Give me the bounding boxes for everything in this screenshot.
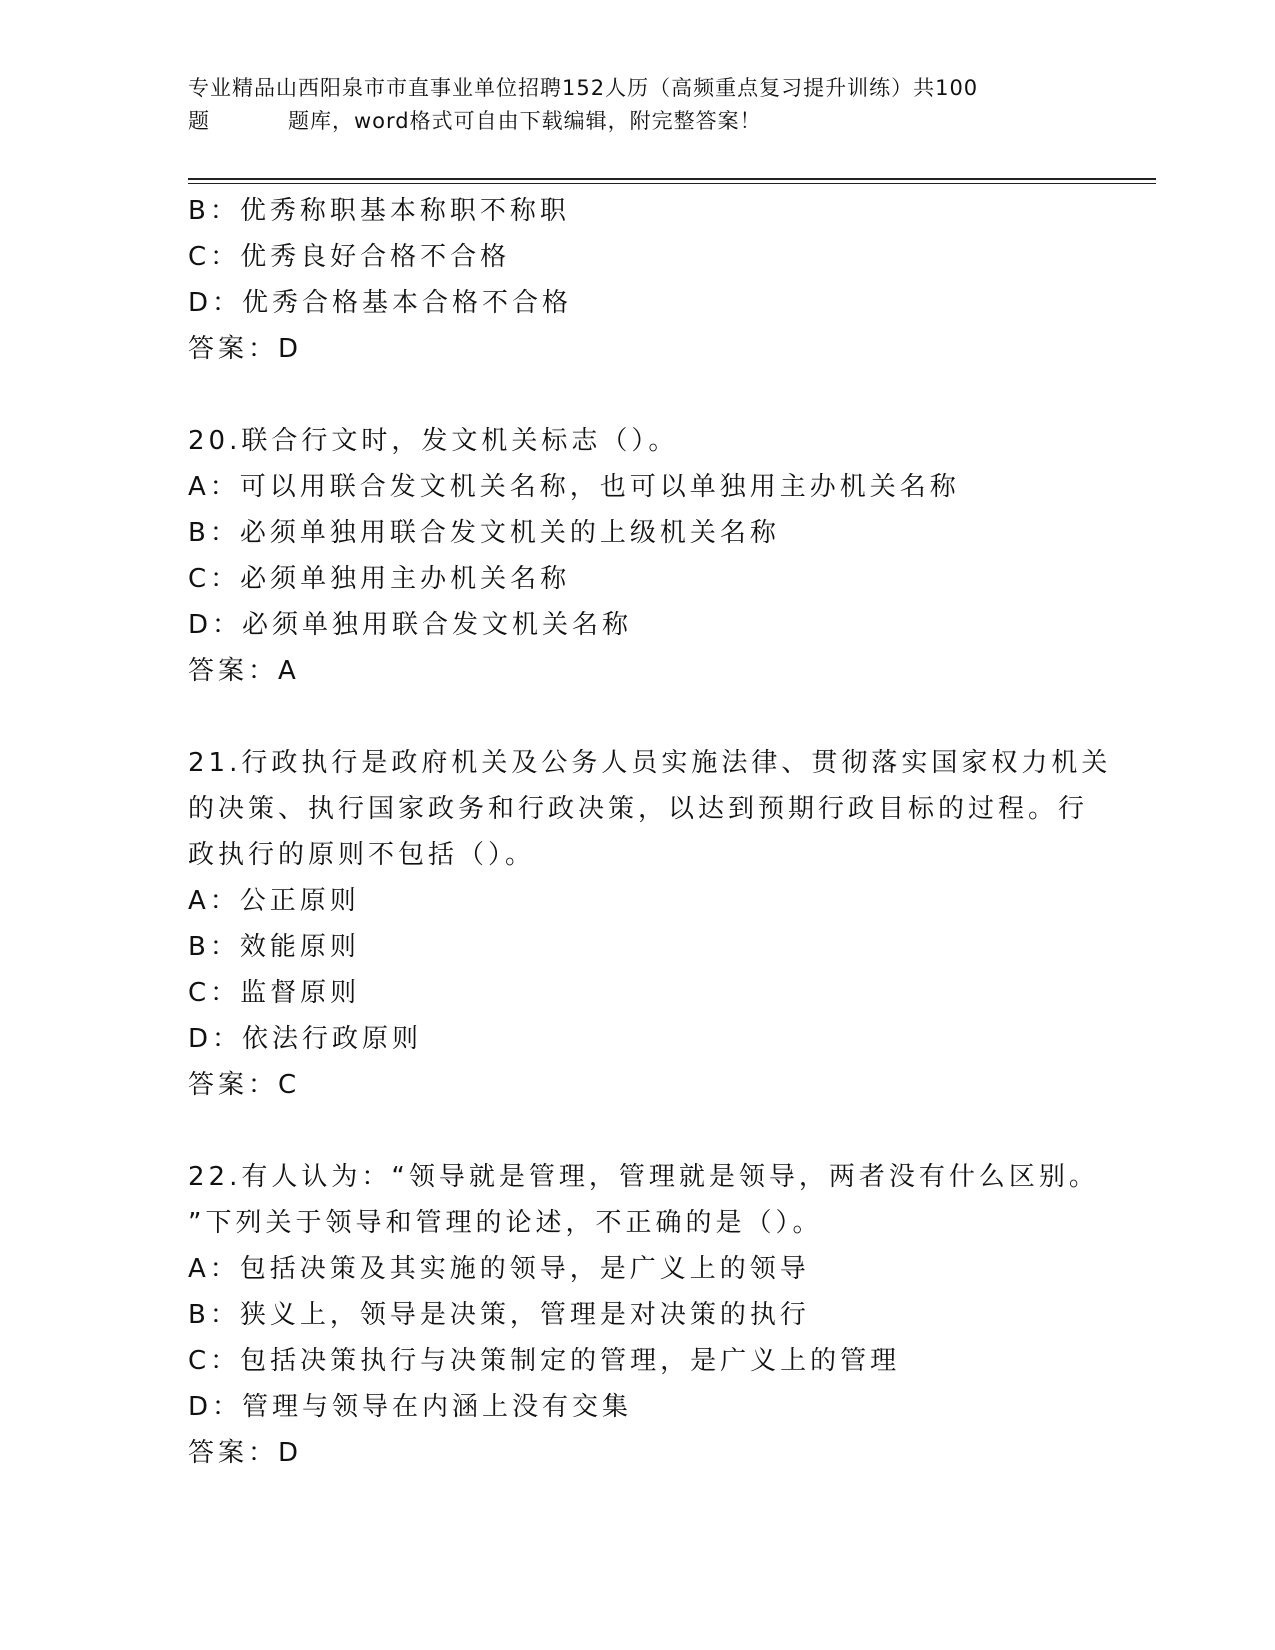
option-d: D：必须单独用联合发文机关名称 [188, 610, 633, 640]
question-block-21 [188, 740, 1112, 1108]
answer-line: 答案：A [188, 656, 300, 686]
document-header [188, 72, 1088, 138]
question-text-line-2: ”下列关于领导和管理的论述，不正确的是（）。 [188, 1208, 823, 1238]
option-c: C：包括决策执行与决策制定的管理，是广义上的管理 [188, 1346, 901, 1376]
option-a: A：包括决策及其实施的领导，是广义上的领导 [188, 1254, 810, 1284]
spacer [188, 694, 1088, 740]
option-c: C：监督原则 [188, 978, 361, 1008]
question-block-20 [188, 418, 1088, 694]
question-text-line-1: 22.有人认为：“领导就是管理，管理就是领导，两者没有什么区别。 [188, 1162, 1099, 1192]
option-d: D：优秀合格基本合格不合格 [188, 288, 573, 318]
header-divider-thick [188, 178, 1156, 180]
answer-line: 答案：D [188, 334, 303, 364]
header-title-line-1: 专业精品山西阳泉市市直事业单位招聘152人历（高频重点复习提升训练）共100 [188, 76, 979, 100]
question-text: 20.联合行文时，发文机关标志（）。 [188, 426, 679, 456]
option-b: B：效能原则 [188, 932, 360, 962]
header-divider-thin [188, 183, 1156, 184]
question-text-line-3: 政执行的原则不包括（）。 [188, 840, 536, 870]
option-c: C：必须单独用主办机关名称 [188, 564, 571, 594]
question-block-19-continued [188, 188, 1088, 372]
question-text-line-2: 的决策、执行国家政务和行政决策，以达到预期行政目标的过程。行 [188, 794, 1089, 824]
question-text-line-1: 21.行政执行是政府机关及公务人员实施法律、贯彻落实国家权力机关 [188, 748, 1112, 778]
option-b: B：优秀称职基本称职不称职 [188, 196, 570, 226]
answer-line: 答案：D [188, 1438, 303, 1468]
spacer [188, 1108, 1088, 1154]
spacer [188, 372, 1088, 418]
option-a: A：公正原则 [188, 886, 360, 916]
option-d: D：管理与领导在内涵上没有交集 [188, 1392, 633, 1422]
answer-line: 答案：C [188, 1070, 301, 1100]
header-title-line-2-left: 题 [188, 109, 210, 133]
option-d: D：依法行政原则 [188, 1024, 423, 1054]
option-b: B：必须单独用联合发文机关的上级机关名称 [188, 518, 780, 548]
question-block-22 [188, 1154, 1099, 1476]
option-b: B：狭义上，领导是决策，管理是对决策的执行 [188, 1300, 810, 1330]
option-c: C：优秀良好合格不合格 [188, 242, 511, 272]
header-title-line-2-right: 题库，word格式可自由下载编辑，附完整答案！ [288, 109, 762, 133]
option-a: A：可以用联合发文机关名称，也可以单独用主办机关名称 [188, 472, 960, 502]
header-title-line-2 [188, 105, 1088, 138]
document-body [188, 188, 1112, 1476]
